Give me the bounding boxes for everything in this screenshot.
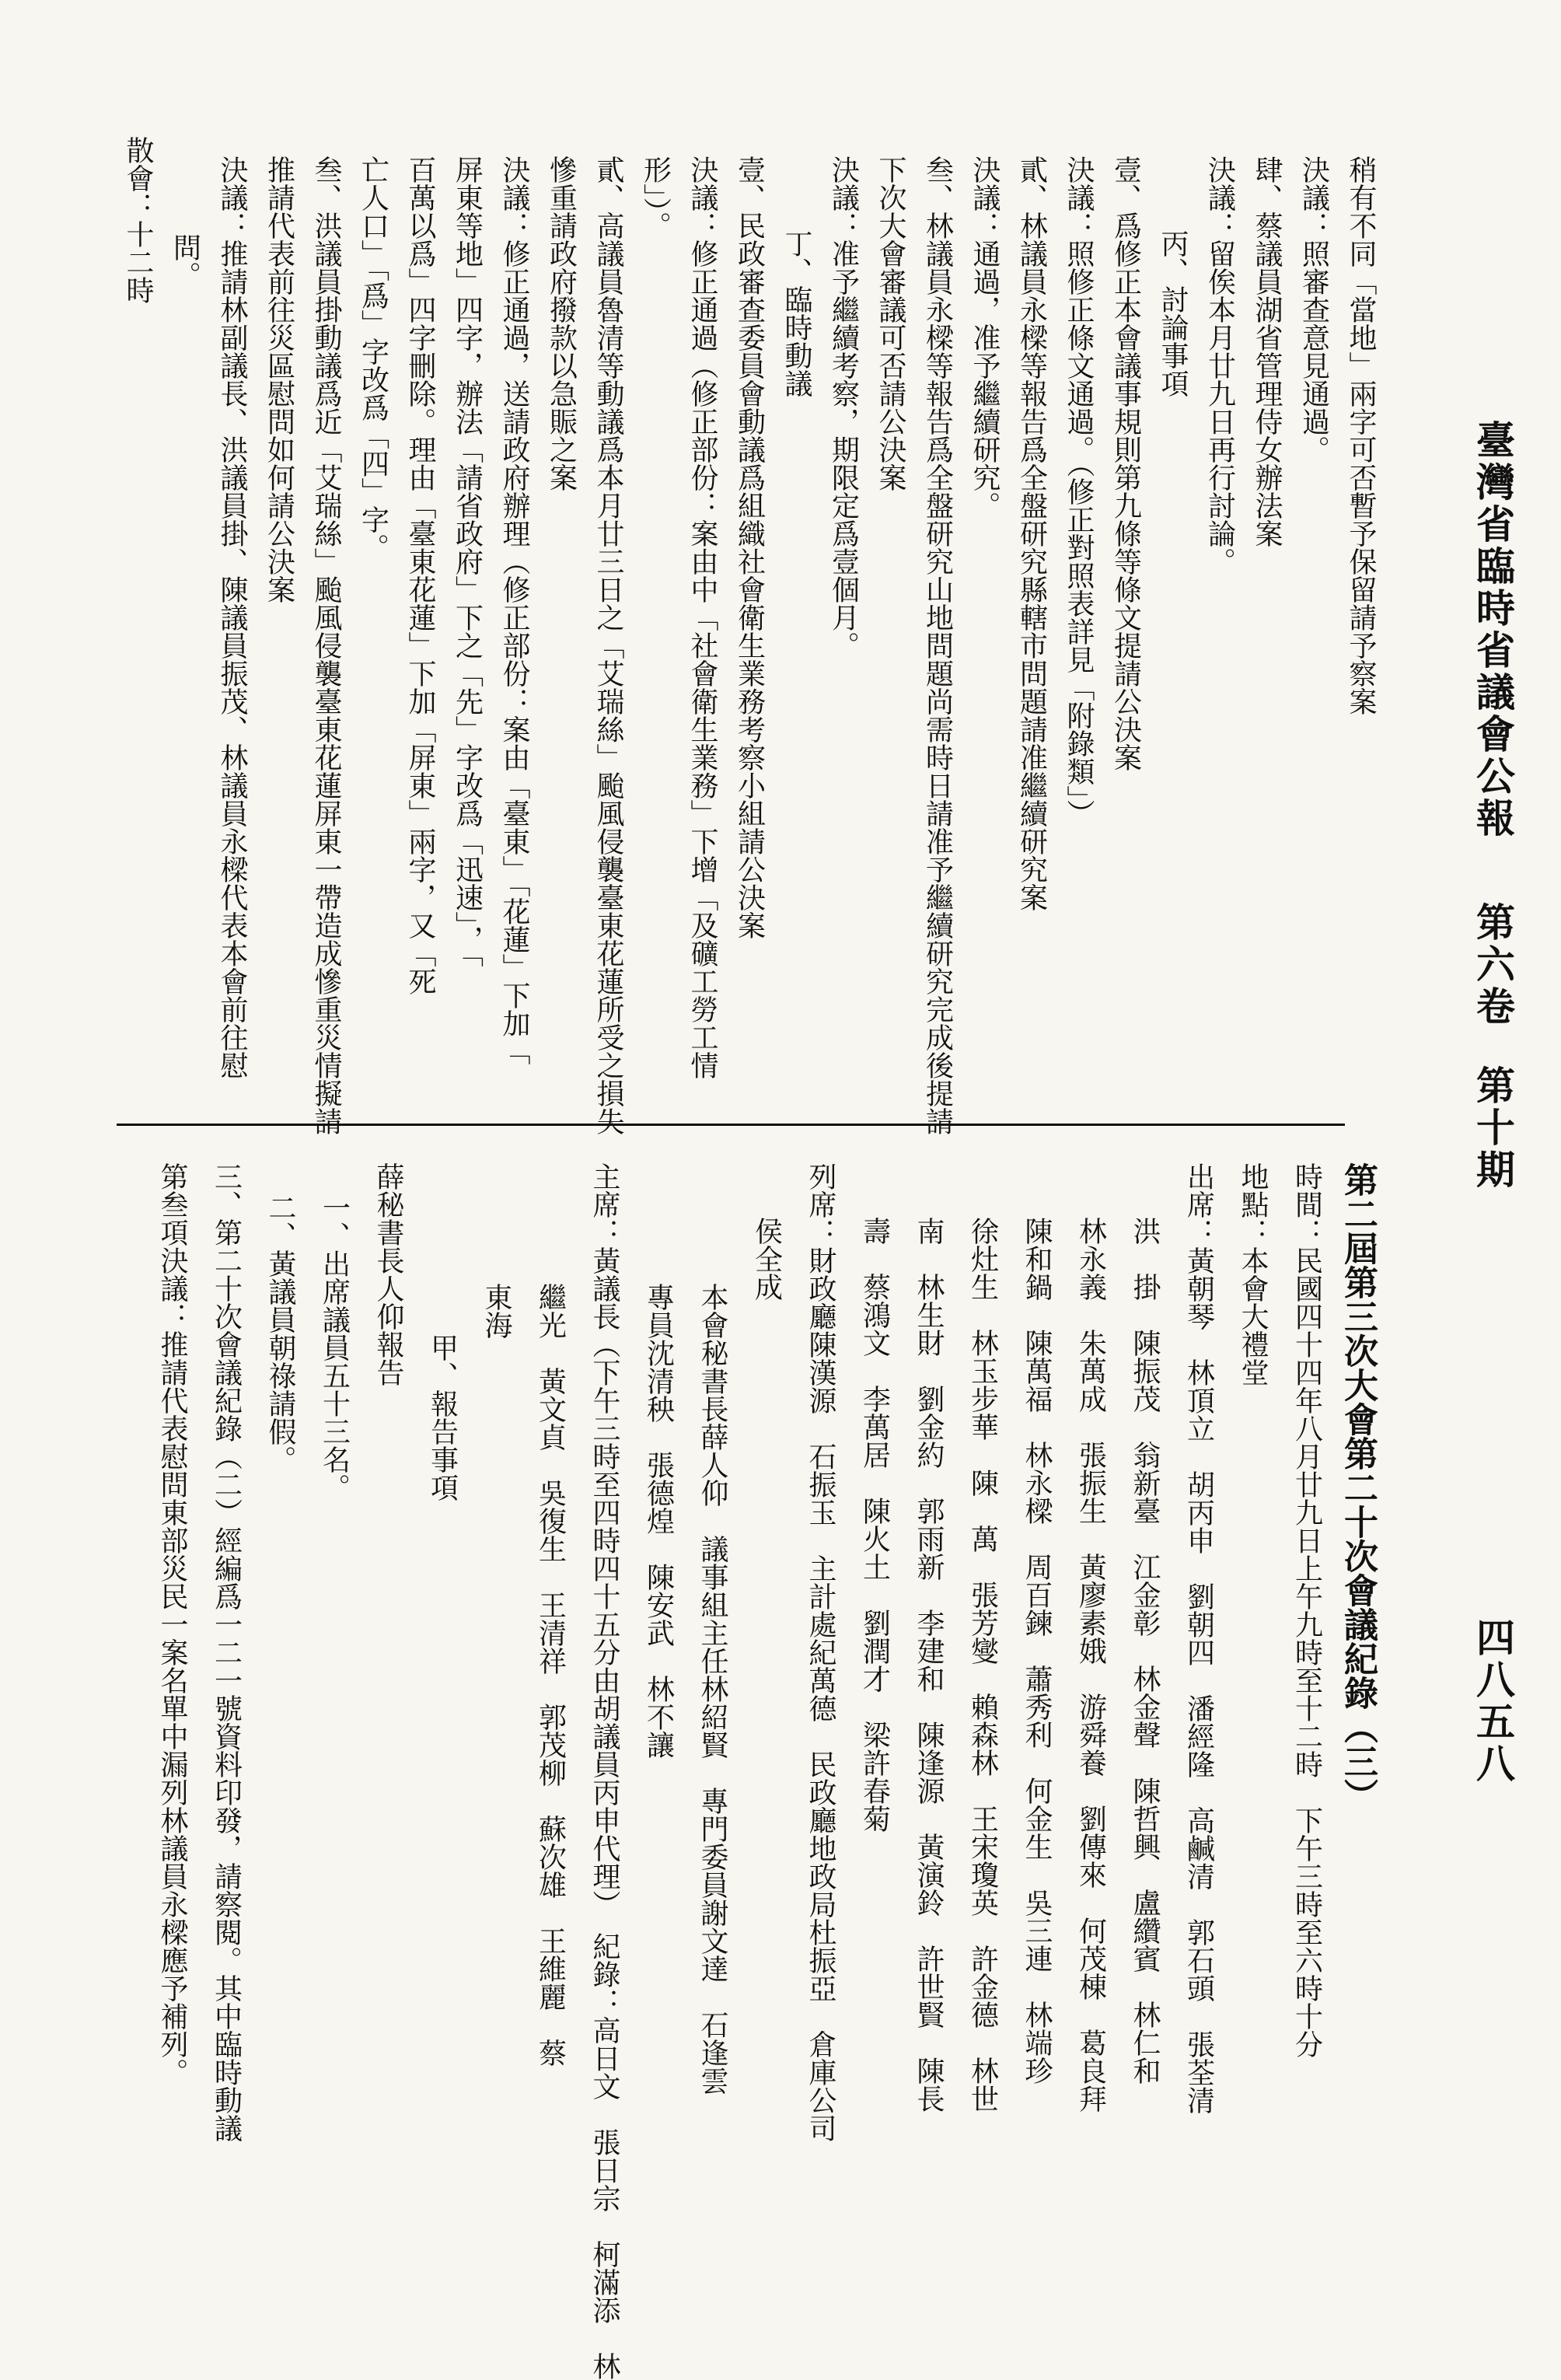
lower-line: 薛秘書長人仰報告 bbox=[372, 1162, 404, 1386]
lower-line: 專員沈清秧 張德煌 陳安武 林不讓 bbox=[642, 1283, 675, 1759]
upper-line: 壹、爲修正本會議事規則第九條等條文提請公決案 bbox=[1109, 156, 1142, 771]
page-number: 四八五八 bbox=[1470, 1617, 1516, 1785]
upper-line: 丁、臨時動議 bbox=[780, 229, 812, 397]
lower-line: 洪 掛 陳振茂 翁新臺 江金彰 林金聲 陳哲興 盧纘賓 林仁和 bbox=[1129, 1217, 1161, 2085]
lower-line: 壽 蔡鴻文 李萬居 陳火土 劉潤才 梁許春菊 bbox=[858, 1217, 891, 1833]
lower-line: 徐灶生 林玉步華 陳 萬 張芳燮 賴森林 王宋瓊英 許金德 林世 bbox=[966, 1217, 999, 2113]
upper-line: 推請代表前往災區慰問如何請公決案 bbox=[263, 156, 295, 603]
journal-title: 臺灣省臨時省議會公報 bbox=[1470, 420, 1516, 840]
lower-line: 本會秘書長薛人仰 議事組主任林紹賢 專門委員謝文達 石逢雲 bbox=[697, 1283, 728, 2095]
lower-line: 列席：財政廳陳漢源 石振玉 主計處紀萬德 民政廳地政局杜振亞 倉庫公司 bbox=[805, 1162, 836, 2142]
issue-label: 第十期 bbox=[1470, 1065, 1516, 1191]
upper-line: 決議：推請林副議長、洪議員掛、陳議員振茂、林議員永樑代表本會前往慰 bbox=[216, 156, 248, 1079]
upper-line: 貳、高議員魯清等動議爲本月廿三日之「艾瑞絲」颱風侵襲臺東花蓮所受之損失 bbox=[592, 156, 624, 1135]
lower-line: 時間：民國四十四年八月廿九日上午九時至十二時 下午三時至六時十分 bbox=[1290, 1162, 1323, 2058]
upper-line: 百萬以爲」四字刪除。理由「臺東花蓮」下加「屏東」兩字，又「死 bbox=[404, 156, 436, 995]
upper-line: 壹、民政審查委員會動議爲組織社會衛生業務考察小組請公決案 bbox=[733, 156, 766, 939]
upper-line: 形」）。 bbox=[639, 156, 672, 239]
upper-line: 丙、討論事項 bbox=[1157, 229, 1189, 397]
upper-line: 問。 bbox=[169, 233, 201, 289]
upper-line: 叁、林議員永樑等報告爲全盤研究山地問題尚需時日請准予繼續研究完成後提請 bbox=[921, 156, 954, 1135]
volume-label: 第六卷 bbox=[1470, 902, 1516, 1028]
upper-line: 決議：通過，准予繼續研究。 bbox=[969, 156, 1001, 519]
lower-line: 二、黃議員朝祿請假。 bbox=[264, 1193, 296, 1473]
upper-line: 叁、洪議員掛動議爲近「艾瑞絲」颱風侵襲臺東花蓮屏東一帶造成慘重災情擬請 bbox=[310, 156, 342, 1135]
lower-line: 出席：黃朝琴 林頂立 胡丙申 劉朝四 潘經隆 高鹹清 郭石頭 張荃清 bbox=[1182, 1162, 1215, 2114]
lower-line: 第二屆第三次大會第二十次會議紀錄（三） bbox=[1338, 1162, 1378, 1812]
lower-line: 主席：黃議長（下午三時至四時四十五分由胡議員丙申代理） 紀錄：高日文 張日宗 柯滿添 林 bbox=[588, 1162, 620, 2380]
lower-line: 甲、報告事項 bbox=[426, 1333, 459, 1501]
upper-line: 決議：修正通過，送請政府辦理（修正部份：案由「臺東」「花蓮」下加「 bbox=[498, 156, 530, 1065]
lower-line: 南 林生財 劉金約 郭雨新 李建和 陳逢源 黃演鈴 許世賢 陳長 bbox=[913, 1217, 945, 2113]
upper-line: 決議：照審查意見通過。 bbox=[1297, 156, 1330, 463]
lower-line: 侯全成 bbox=[750, 1217, 783, 1301]
upper-line: 貳、林議員永樑等報告爲全盤研究縣轄市問題請准繼續研究案 bbox=[1015, 156, 1048, 911]
upper-line: 決議：照修正條文通過。（修正對照表詳見「附錄類」） bbox=[1063, 156, 1095, 827]
lower-line: 繼光 黃文貞 吳復生 王清祥 郭茂柳 蘇次雄 王維麗 蔡 bbox=[534, 1283, 567, 2067]
upper-line: 決議：留俟本月廿九日再行討論。 bbox=[1203, 156, 1236, 575]
upper-line: 散會：十二時 bbox=[122, 136, 154, 304]
upper-line: 亡人口」「爲」字改爲「四」字。 bbox=[357, 156, 389, 561]
upper-line: 肆、蔡議員湖省管理侍女辦法案 bbox=[1251, 156, 1283, 547]
lower-line: 第叁項決議：推請代表慰問東部災民一案名單中漏列林議員永樑應予補列。 bbox=[156, 1162, 188, 2086]
lower-line: 陳和鍋 陳萬福 林永樑 周百鍊 蕭秀利 何金生 吳三連 林端珍 bbox=[1021, 1217, 1053, 2085]
lower-line: 東海 bbox=[480, 1283, 512, 1339]
upper-line: 稍有不同「當地」兩字可否暫予保留請予察案 bbox=[1345, 156, 1377, 715]
section-divider bbox=[117, 1124, 1345, 1126]
upper-line: 決議：修正通過（修正部份：案由中「社會衛生業務」下增「及礦工勞工情 bbox=[686, 156, 718, 1079]
upper-line: 下次大會審議可否請公決案 bbox=[875, 156, 906, 491]
lower-line: 地點：本會大禮堂 bbox=[1237, 1162, 1269, 1386]
upper-line: 決議：准予繼續考察，期限定爲壹個月。 bbox=[827, 156, 860, 659]
lower-line: 一、出席議員五十三名。 bbox=[318, 1193, 351, 1501]
upper-line: 慘重請政府撥款以急賑之案 bbox=[545, 156, 578, 491]
upper-line: 屏東等地」四字，辦法「請省政府」下之「先」字改爲「迅速」，「 bbox=[451, 156, 484, 967]
lower-line: 三、第二十次會議紀錄（二）經編爲一二一號資料印發，請察閱。其中臨時動議 bbox=[210, 1162, 243, 2142]
lower-line: 林永義 朱萬成 張振生 黃廖素娥 游舜養 劉傳來 何茂棟 葛良拜 bbox=[1074, 1217, 1107, 2113]
